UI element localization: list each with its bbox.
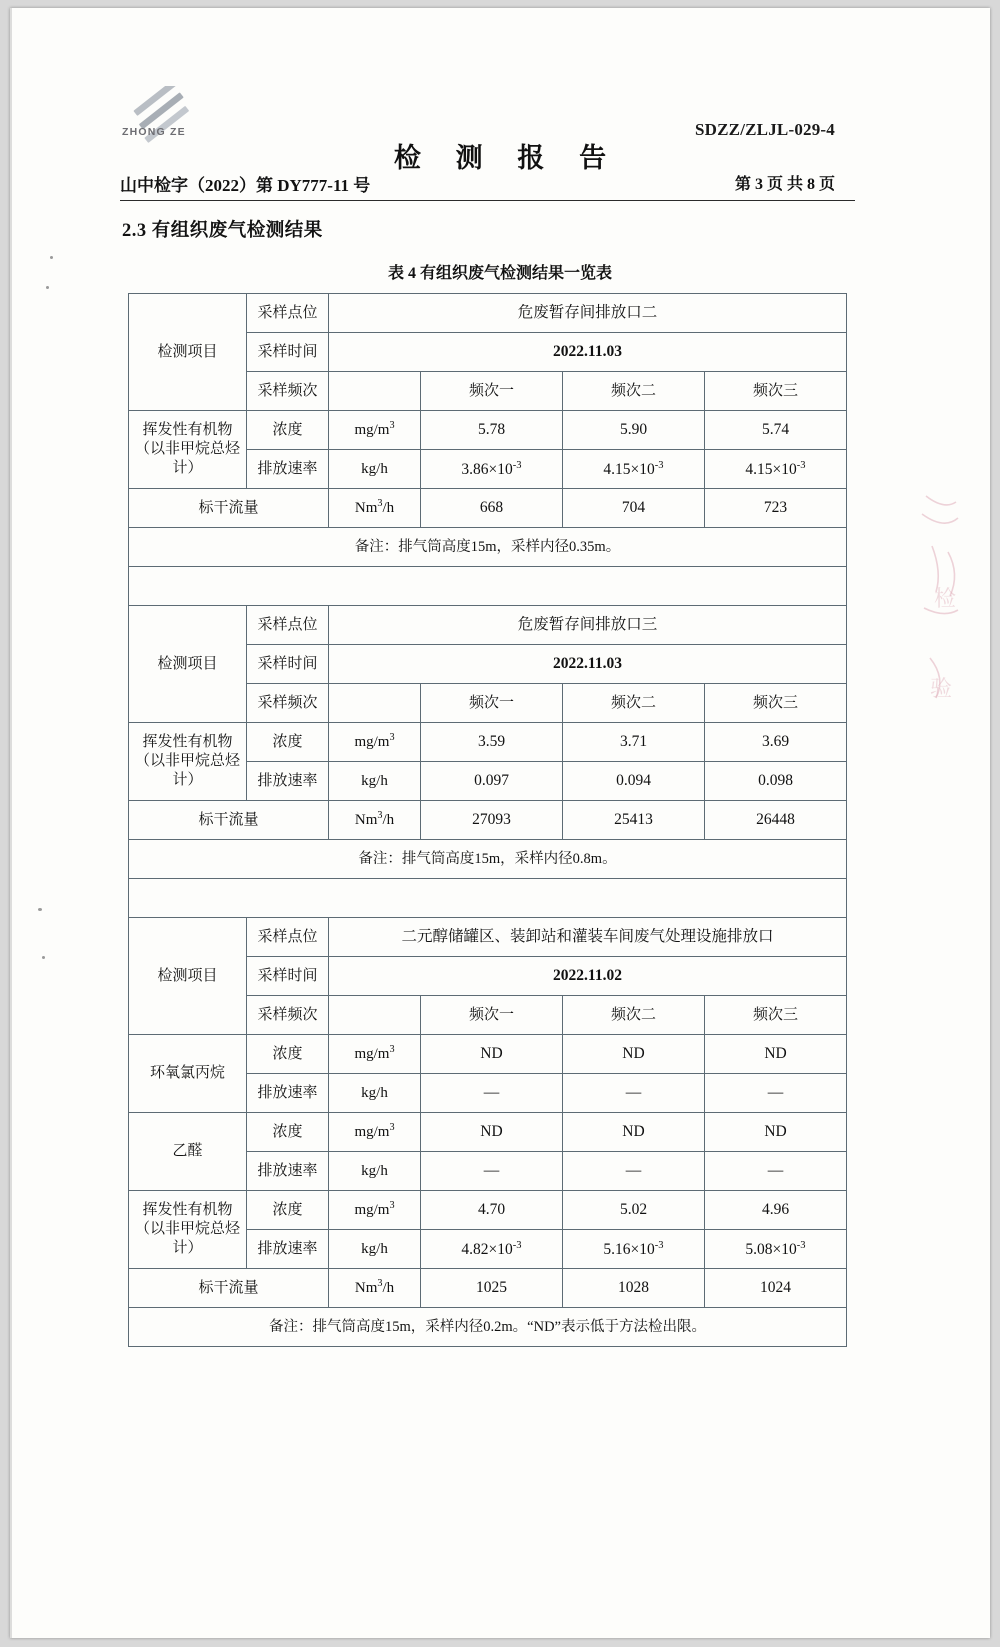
concentration-label: 浓度 xyxy=(247,723,329,762)
concentration-value-2: 3.71 xyxy=(563,723,705,762)
emission-rate-unit: kg/h xyxy=(329,1230,421,1269)
concentration-value-1: ND xyxy=(421,1035,563,1074)
table-block-spacer xyxy=(129,567,847,606)
table-block-spacer xyxy=(129,879,847,918)
sampling-frequency-label: 采样频次 xyxy=(247,996,329,1035)
sampling-point-label: 采样点位 xyxy=(247,918,329,957)
emission-rate-value-1: — xyxy=(421,1074,563,1113)
sampling-time-value: 2022.11.03 xyxy=(329,645,847,684)
red-seal-mark xyxy=(916,488,982,738)
concentration-value-2: 5.90 xyxy=(563,411,705,450)
header-divider xyxy=(120,200,855,201)
emission-rate-value-2: 0.094 xyxy=(563,762,705,801)
block-note-text: 备注：排气筒高度15m，采样内径0.35m。 xyxy=(129,528,847,567)
sampling-time-label: 采样时间 xyxy=(247,645,329,684)
standard-dry-flow-unit: Nm$^3$/h xyxy=(329,1269,421,1308)
scan-speck xyxy=(38,908,42,911)
emission-rate-value-3: 0.098 xyxy=(705,762,847,801)
sampling-point-value: 危废暂存间排放口二 xyxy=(329,294,847,333)
results-table xyxy=(128,293,847,1347)
pollutant-concentration-row xyxy=(129,1191,847,1230)
concentration-unit: $mg/m^3$ xyxy=(329,1035,421,1074)
scan-speck xyxy=(50,256,53,259)
emission-rate-label: 排放速率 xyxy=(247,1230,329,1269)
section-heading: 2.3 有组织废气检测结果 xyxy=(122,221,323,241)
sampling-point-row xyxy=(129,294,847,333)
standard-dry-flow-label: 标干流量 xyxy=(129,489,329,528)
pollutant-name: 挥发性有机物（以非甲烷总烃计） xyxy=(129,1191,247,1269)
emission-rate-unit: kg/h xyxy=(329,1074,421,1113)
emission-rate-value-2: $5.16\times 10^{-3}$ xyxy=(563,1230,705,1269)
table-caption: 表 4 有组织废气检测结果一览表 xyxy=(387,265,612,282)
emission-rate-value-3: — xyxy=(705,1152,847,1191)
block-note-row xyxy=(129,528,847,567)
spacer-cell xyxy=(129,567,847,606)
concentration-value-3: 4.96 xyxy=(705,1191,847,1230)
standard-dry-flow-value-2: 704 xyxy=(563,489,705,528)
concentration-value-3: ND xyxy=(705,1035,847,1074)
sampling-time-label: 采样时间 xyxy=(247,957,329,996)
concentration-value-1: 3.59 xyxy=(421,723,563,762)
concentration-value-3: ND xyxy=(705,1113,847,1152)
standard-dry-flow-value-2: 1028 xyxy=(563,1269,705,1308)
concentration-label: 浓度 xyxy=(247,1191,329,1230)
emission-rate-value-2: — xyxy=(563,1152,705,1191)
emission-rate-label: 排放速率 xyxy=(247,1074,329,1113)
block-note-text: 备注：排气筒高度15m，采样内径0.8m。 xyxy=(129,840,847,879)
sampling-time-label: 采样时间 xyxy=(247,333,329,372)
frequency-3-header: 频次三 xyxy=(705,372,847,411)
emission-rate-value-3: — xyxy=(705,1074,847,1113)
sampling-point-value: 二元醇储罐区、装卸站和灌装车间废气处理设施排放口 xyxy=(329,918,847,957)
concentration-value-3: 3.69 xyxy=(705,723,847,762)
emission-rate-value-3: $5.08\times 10^{-3}$ xyxy=(705,1230,847,1269)
pollutant-name: 挥发性有机物（以非甲烷总烃计） xyxy=(129,723,247,801)
sampling-point-value: 危废暂存间排放口三 xyxy=(329,606,847,645)
pollutant-concentration-row xyxy=(129,1035,847,1074)
page-number: 第 3 页 共 8 页 xyxy=(734,176,835,193)
results-table-wrapper xyxy=(128,293,846,1347)
emission-rate-label: 排放速率 xyxy=(247,450,329,489)
emission-rate-value-2: — xyxy=(563,1074,705,1113)
concentration-value-2: 5.02 xyxy=(563,1191,705,1230)
sampling-point-label: 采样点位 xyxy=(247,294,329,333)
sampling-frequency-label: 采样频次 xyxy=(247,684,329,723)
pollutant-name: 挥发性有机物（以非甲烷总烃计） xyxy=(129,411,247,489)
concentration-label: 浓度 xyxy=(247,1035,329,1074)
frequency-3-header: 频次三 xyxy=(705,684,847,723)
svg-text:验: 验 xyxy=(930,676,953,701)
concentration-unit: $mg/m^3$ xyxy=(329,723,421,762)
standard-dry-flow-label: 标干流量 xyxy=(129,1269,329,1308)
standard-dry-flow-value-3: 723 xyxy=(705,489,847,528)
report-page xyxy=(10,8,990,1638)
concentration-unit: $mg/m^3$ xyxy=(329,411,421,450)
sampling-point-row xyxy=(129,918,847,957)
document-code: SDZZ/ZLJL-029-4 xyxy=(695,120,835,139)
emission-rate-unit: kg/h xyxy=(329,762,421,801)
frequency-2-header: 频次二 xyxy=(563,372,705,411)
pollutant-concentration-row xyxy=(129,411,847,450)
frequency-2-header: 频次二 xyxy=(563,684,705,723)
standard-dry-flow-row xyxy=(129,801,847,840)
frequency-1-header: 频次一 xyxy=(421,372,563,411)
concentration-value-1: 4.70 xyxy=(421,1191,563,1230)
standard-dry-flow-value-1: 27093 xyxy=(421,801,563,840)
concentration-value-1: ND xyxy=(421,1113,563,1152)
pollutant-concentration-row xyxy=(129,723,847,762)
emission-rate-unit: kg/h xyxy=(329,450,421,489)
standard-dry-flow-label: 标干流量 xyxy=(129,801,329,840)
spacer-cell xyxy=(129,879,847,918)
frequency-unit-placeholder xyxy=(329,996,421,1035)
svg-text:检: 检 xyxy=(934,586,957,611)
standard-dry-flow-value-2: 25413 xyxy=(563,801,705,840)
block-note-row xyxy=(129,1308,847,1347)
logo-wordmark: ZHONG ZE xyxy=(122,126,186,138)
emission-rate-value-1: $3.86\times 10^{-3}$ xyxy=(421,450,563,489)
concentration-label: 浓度 xyxy=(247,411,329,450)
report-number: 山中检字（2022）第 DY777-11 号 xyxy=(120,176,371,195)
standard-dry-flow-value-3: 26448 xyxy=(705,801,847,840)
standard-dry-flow-unit: Nm$^3$/h xyxy=(329,489,421,528)
sampling-point-label: 采样点位 xyxy=(247,606,329,645)
concentration-value-2: ND xyxy=(563,1113,705,1152)
test-item-header: 检测项目 xyxy=(129,918,247,1035)
standard-dry-flow-value-1: 668 xyxy=(421,489,563,528)
emission-rate-value-1: $4.82\times 10^{-3}$ xyxy=(421,1230,563,1269)
frequency-unit-placeholder xyxy=(329,684,421,723)
frequency-3-header: 频次三 xyxy=(705,996,847,1035)
frequency-unit-placeholder xyxy=(329,372,421,411)
test-item-header: 检测项目 xyxy=(129,606,247,723)
block-note-text: 备注：排气筒高度15m，采样内径0.2m。“ND”表示低于方法检出限。 xyxy=(129,1308,847,1347)
emission-rate-unit: kg/h xyxy=(329,1152,421,1191)
frequency-1-header: 频次一 xyxy=(421,684,563,723)
emission-rate-value-3: $4.15\times 10^{-3}$ xyxy=(705,450,847,489)
pollutant-name: 环氧氯丙烷 xyxy=(129,1035,247,1113)
standard-dry-flow-value-3: 1024 xyxy=(705,1269,847,1308)
emission-rate-label: 排放速率 xyxy=(247,1152,329,1191)
emission-rate-label: 排放速率 xyxy=(247,762,329,801)
test-item-header: 检测项目 xyxy=(129,294,247,411)
sampling-time-value: 2022.11.02 xyxy=(329,957,847,996)
concentration-value-2: ND xyxy=(563,1035,705,1074)
page-title: 检 测 报 告 xyxy=(393,143,621,173)
frequency-2-header: 频次二 xyxy=(563,996,705,1035)
sampling-frequency-label: 采样频次 xyxy=(247,372,329,411)
concentration-unit: $mg/m^3$ xyxy=(329,1191,421,1230)
standard-dry-flow-row xyxy=(129,1269,847,1308)
concentration-value-1: 5.78 xyxy=(421,411,563,450)
standard-dry-flow-unit: Nm$^3$/h xyxy=(329,801,421,840)
scan-speck xyxy=(46,286,49,289)
scan-speck xyxy=(42,956,45,959)
emission-rate-value-2: $4.15\times 10^{-3}$ xyxy=(563,450,705,489)
concentration-label: 浓度 xyxy=(247,1113,329,1152)
standard-dry-flow-value-1: 1025 xyxy=(421,1269,563,1308)
concentration-value-3: 5.74 xyxy=(705,411,847,450)
pollutant-name: 乙醛 xyxy=(129,1113,247,1191)
block-note-row xyxy=(129,840,847,879)
concentration-unit: $mg/m^3$ xyxy=(329,1113,421,1152)
sampling-point-row xyxy=(129,606,847,645)
standard-dry-flow-row xyxy=(129,489,847,528)
frequency-1-header: 频次一 xyxy=(421,996,563,1035)
emission-rate-value-1: 0.097 xyxy=(421,762,563,801)
scan-edge-mark xyxy=(10,8,12,1638)
emission-rate-value-1: — xyxy=(421,1152,563,1191)
page-sheet xyxy=(10,8,990,1638)
pollutant-concentration-row xyxy=(129,1113,847,1152)
sampling-time-value: 2022.11.03 xyxy=(329,333,847,372)
